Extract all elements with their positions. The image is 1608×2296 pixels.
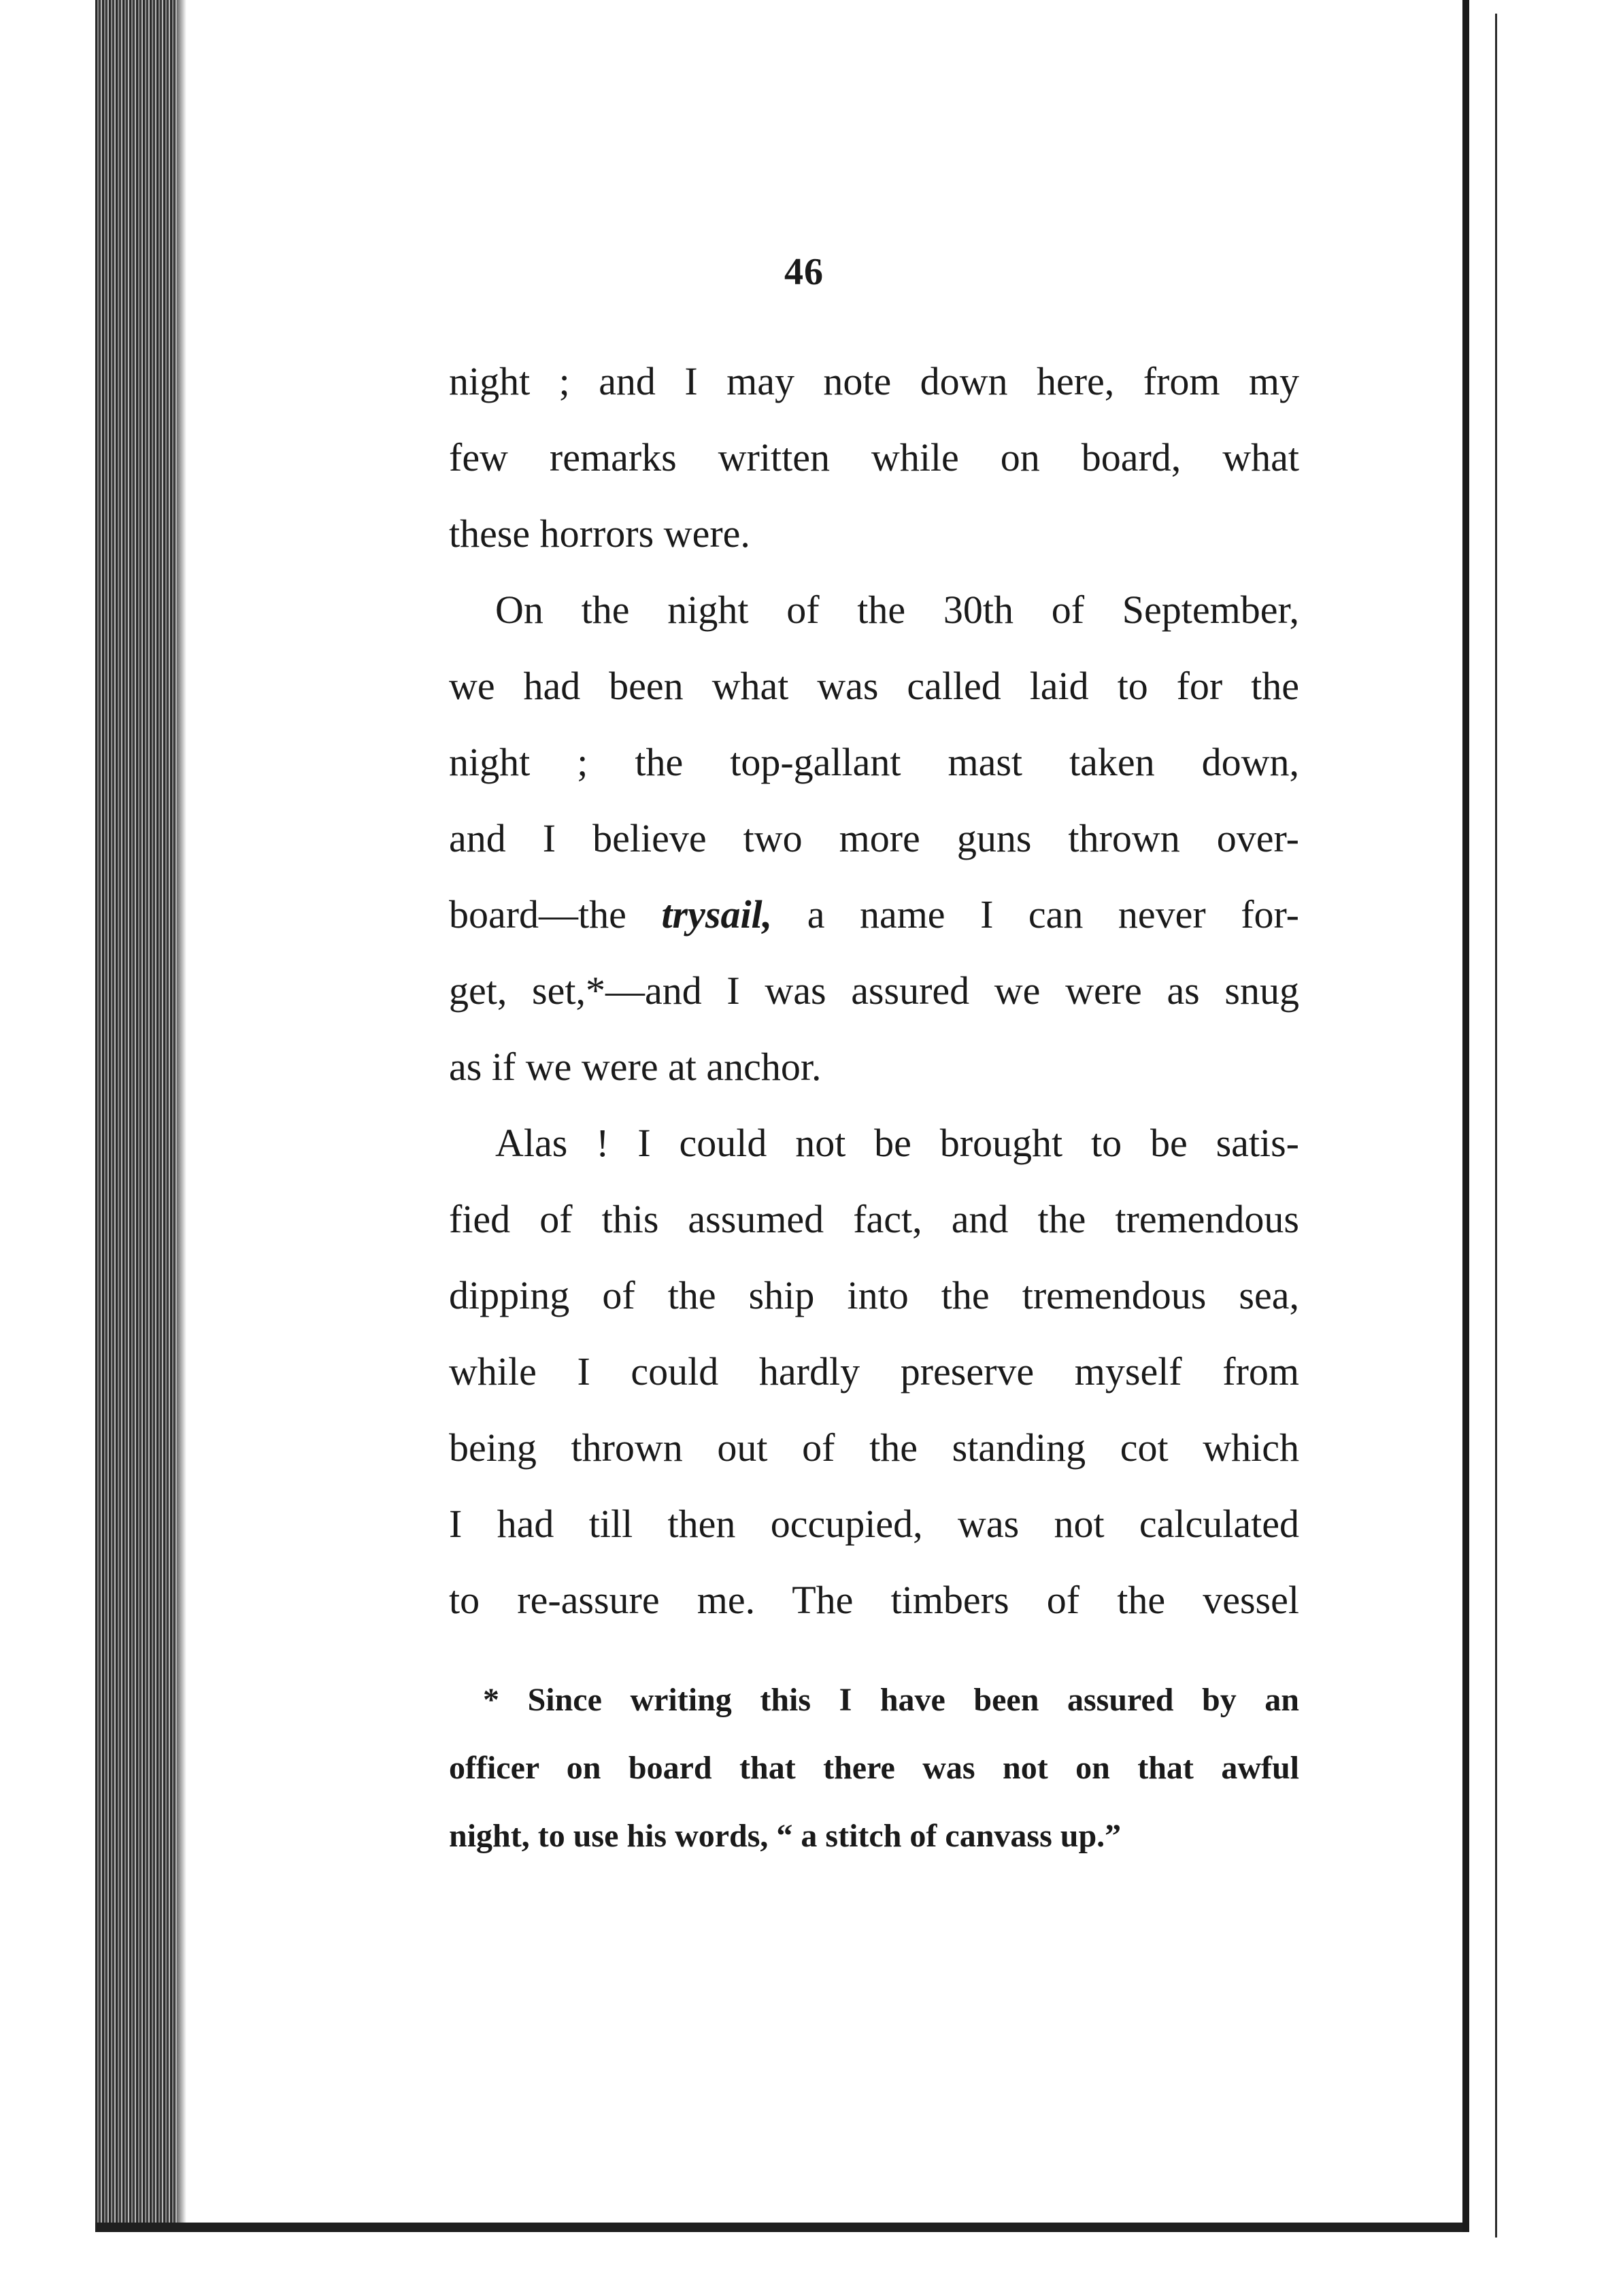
- book-bottom-edge: [95, 2223, 1465, 2232]
- page-right-edge: [1462, 0, 1469, 2232]
- footnote-line: officer on board that there was not on that awful: [449, 1750, 1299, 1786]
- italic-word-trysail: trysail,: [661, 892, 773, 936]
- text-line: On the night of the 30th of September,: [495, 588, 1299, 632]
- text-line: get, set,*—and I was assured we were as snug: [449, 968, 1299, 1013]
- text-line: night ; and I may note down here, from my: [449, 359, 1299, 403]
- text-line: and I believe two more guns thrown over-: [449, 816, 1299, 860]
- book-page-edges: [95, 0, 177, 2231]
- page-number: 46: [784, 251, 824, 293]
- footnote-line: * Since writing this I have been assured by an: [483, 1682, 1299, 1718]
- text-segment: board—the: [449, 892, 626, 936]
- text-line: Alas ! I could not be brought to be satis-: [495, 1121, 1299, 1165]
- page-gutter-shadow: [177, 0, 186, 2231]
- footnote-line: night, to use his words, “ a stitch of canvass up.”: [449, 1818, 1122, 1854]
- footnote: [449, 1666, 1299, 1870]
- facing-page-edge: [1495, 14, 1497, 2238]
- text-line: few remarks written while on board, what: [449, 435, 1299, 479]
- body-text: [449, 343, 1299, 1638]
- text-line: being thrown out of the standing cot which: [449, 1425, 1299, 1470]
- text-line: we had been what was called laid to for the: [449, 664, 1299, 708]
- text-line: night ; the top-gallant mast taken down,: [449, 740, 1299, 784]
- text-line: I had till then occupied, was not calculated: [449, 1502, 1299, 1546]
- text-line: as if we were at anchor.: [449, 1045, 822, 1089]
- text-line-with-italic: [449, 877, 1299, 953]
- text-line: to re-assure me. The timbers of the vessel: [449, 1578, 1299, 1622]
- text-line: while I could hardly preserve myself from: [449, 1349, 1299, 1394]
- text-segment: a name I can never for-: [807, 892, 1299, 936]
- text-line: dipping of the ship into the tremendous sea,: [449, 1273, 1299, 1317]
- text-line: these horrors were.: [449, 511, 750, 556]
- text-line: fied of this assumed fact, and the tremendous: [449, 1197, 1299, 1241]
